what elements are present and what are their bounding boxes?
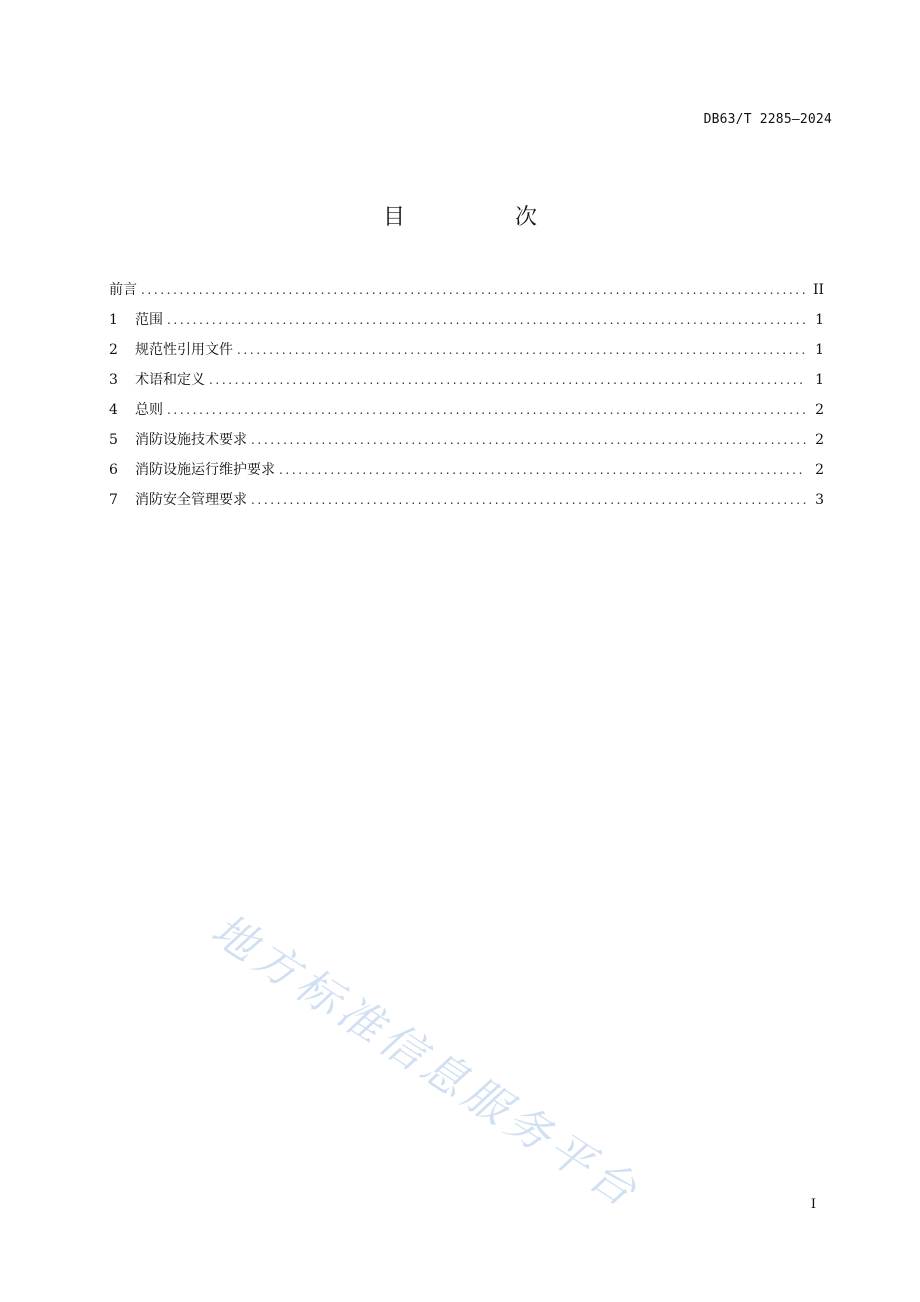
toc-leader-dots	[251, 489, 806, 511]
toc-entry-number: 2	[109, 342, 118, 358]
table-of-contents	[109, 279, 824, 519]
toc-entry-label: 范围	[135, 312, 163, 328]
toc-entry-foreword[interactable]	[109, 279, 824, 309]
toc-entry-5[interactable]	[109, 429, 824, 459]
toc-entry-label: 总则	[135, 402, 163, 418]
toc-entry-7[interactable]	[109, 489, 824, 519]
toc-entry-3[interactable]	[109, 369, 824, 399]
toc-entry-page: II	[812, 282, 824, 298]
toc-leader-dots	[209, 369, 806, 391]
footer-page-number: I	[810, 1197, 816, 1212]
standard-code: DB63/T 2285—2024	[703, 112, 832, 127]
toc-entry-page: 1	[815, 372, 824, 388]
toc-entry-label: 术语和定义	[135, 372, 205, 388]
toc-entry-page: 2	[815, 402, 824, 418]
toc-entry-number: 6	[109, 462, 118, 478]
toc-entry-2[interactable]	[109, 339, 824, 369]
toc-entry-label: 消防安全管理要求	[135, 492, 247, 508]
toc-entry-page: 3	[815, 492, 824, 508]
toc-entry-number: 7	[109, 492, 118, 508]
toc-leader-dots	[141, 279, 805, 301]
toc-entry-4[interactable]	[109, 399, 824, 429]
toc-leader-dots	[279, 459, 806, 481]
toc-entry-label: 消防设施运行维护要求	[135, 462, 275, 478]
toc-leader-dots	[237, 339, 806, 361]
toc-entry-label: 消防设施技术要求	[135, 432, 247, 448]
toc-entry-page: 2	[815, 462, 824, 478]
toc-entry-number: 1	[109, 312, 118, 328]
toc-entry-page: 2	[815, 432, 824, 448]
toc-entry-page: 1	[815, 342, 824, 358]
toc-leader-dots	[167, 309, 806, 331]
toc-entry-label: 规范性引用文件	[135, 342, 233, 358]
toc-entry-number: 3	[109, 372, 118, 388]
toc-entry-page: 1	[815, 312, 824, 328]
toc-entry-6[interactable]	[109, 459, 824, 489]
toc-entry-number: 5	[109, 432, 118, 448]
toc-leader-dots	[251, 429, 806, 451]
toc-entry-1[interactable]	[109, 309, 824, 339]
watermark-text: 地方标准信息服务平台	[202, 904, 650, 1220]
toc-entry-label: 前言	[109, 282, 137, 298]
page-title: 目 次	[382, 205, 581, 230]
toc-leader-dots	[167, 399, 806, 421]
toc-entry-number: 4	[109, 402, 118, 418]
